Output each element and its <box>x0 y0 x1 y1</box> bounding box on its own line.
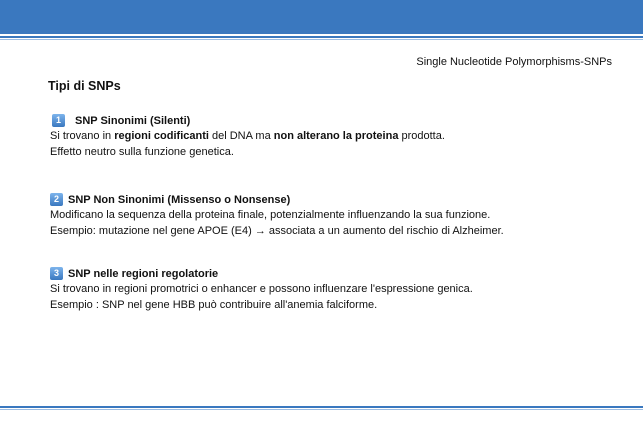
section-heading <box>50 192 620 207</box>
section-line-2: Effetto neutro sulla funzione genetica. <box>50 146 234 158</box>
header-rule <box>0 36 643 38</box>
bold-text-run: regioni codificanti <box>114 130 209 142</box>
section-line-2: Esempio : SNP nel gene HBB può contribuire all'anemia falciforme. <box>50 299 378 311</box>
bold-text-run: non alterano la proteina <box>273 130 399 142</box>
section-heading <box>50 266 620 281</box>
number-badge-icon: 2 <box>50 193 63 206</box>
header-rule-light <box>0 39 643 40</box>
section-line-2: Esempio: mutazione nel gene APOE (E4) → associata a un aumento del rischio di Alzheimer. <box>50 225 504 237</box>
section-line-1 <box>50 128 620 144</box>
section-snp-regioni-regolatorie <box>50 266 620 313</box>
header-band <box>0 0 643 34</box>
section-heading-label: SNP Non Sinonimi (Missenso o Nonsense) <box>68 193 291 206</box>
text-run: prodotta. <box>398 130 445 142</box>
footer-rule <box>0 406 643 408</box>
slide-subtitle: Single Nucleotide Polymorphisms-SNPs <box>416 56 612 68</box>
footer-rule-light <box>0 409 643 410</box>
text-run: del DNA ma <box>208 130 274 142</box>
section-snp-sinonimi <box>50 113 620 160</box>
section-line-1: Modificano la sequenza della proteina finale, potenzialmente influenzando la sua funzione. <box>50 209 491 221</box>
section-snp-non-sinonimi <box>50 192 620 239</box>
section-heading-label: SNP Sinonimi (Silenti) <box>75 114 191 127</box>
section-heading-label: SNP nelle regioni regolatorie <box>68 267 219 280</box>
section-line-1: Si trovano in regioni promotrici o enhancer e possono influenzare l'espressione genica. <box>50 283 473 295</box>
text-run: Si trovano in <box>50 130 115 142</box>
slide-title: Tipi di SNPs <box>48 79 121 93</box>
number-badge-icon: 3 <box>50 267 63 280</box>
number-badge-icon: 1 <box>52 114 65 127</box>
section-heading <box>52 113 620 128</box>
